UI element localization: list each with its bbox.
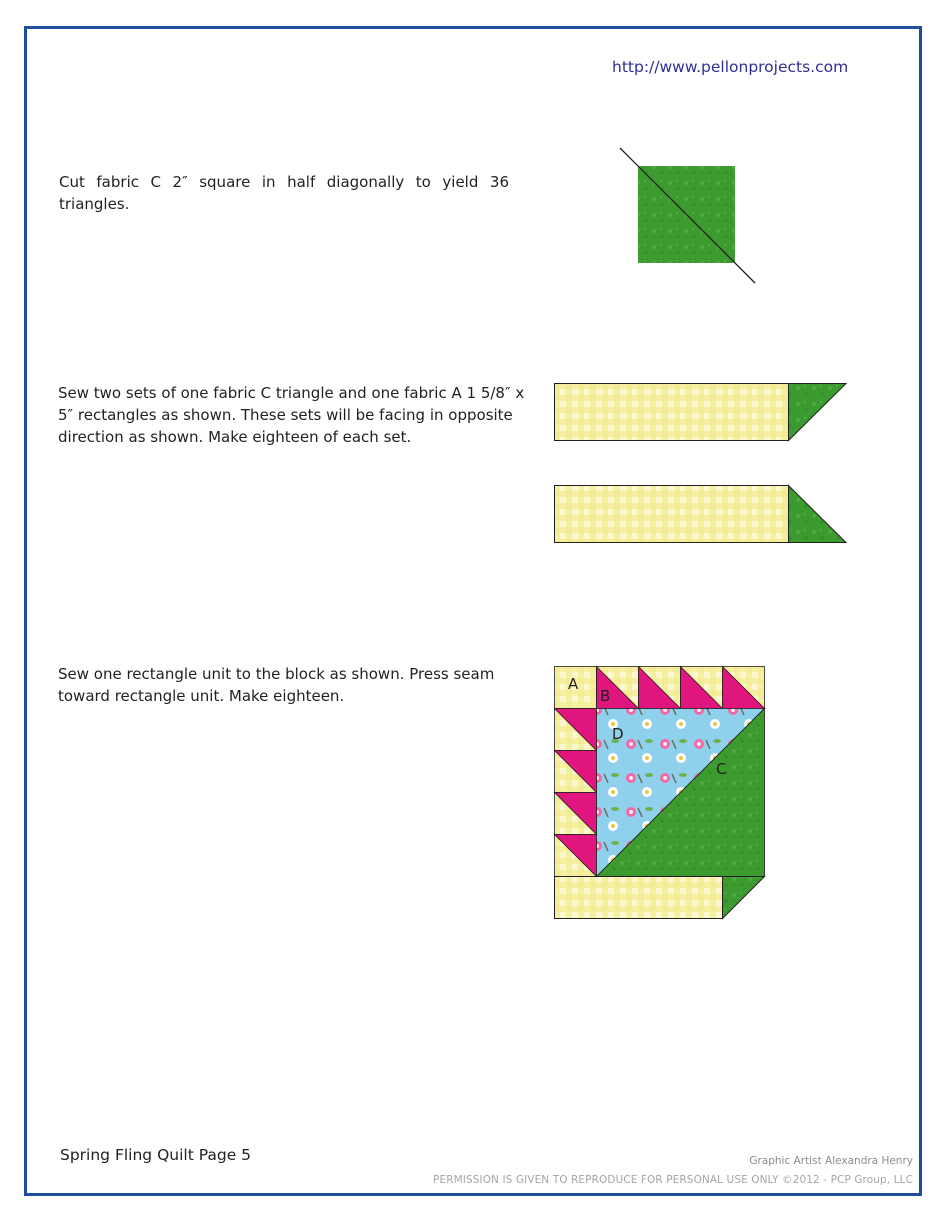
rectangle-set-2 bbox=[555, 486, 847, 543]
diagonal-cut-square-figure bbox=[618, 146, 758, 286]
label-c: C bbox=[716, 760, 727, 778]
page-footer-title: Spring Fling Quilt Page 5 bbox=[60, 1146, 252, 1164]
basket-block-figure bbox=[554, 666, 769, 921]
artist-credit: Graphic Artist Alexandra Henry bbox=[749, 1155, 913, 1167]
rectangle-sets-figure bbox=[554, 383, 849, 545]
website-url[interactable]: http://www.pellonprojects.com bbox=[612, 58, 849, 76]
permission-notice: PERMISSION IS GIVEN TO REPRODUCE FOR PERSONAL USE ONLY ©2012 - PCP Group, LLC bbox=[433, 1174, 913, 1186]
label-b: B bbox=[600, 687, 611, 705]
rectangle-set-1 bbox=[555, 384, 847, 441]
label-d: D bbox=[612, 725, 624, 743]
step-3-text: Sew one rectangle unit to the block as shown. Press seam toward rectangle unit. Make eighteen. bbox=[58, 665, 495, 705]
label-a: A bbox=[568, 675, 579, 693]
top-triangle-row bbox=[597, 667, 765, 709]
left-triangle-column bbox=[555, 709, 597, 877]
bottom-rectangle-unit bbox=[555, 877, 765, 919]
step-1-text: Cut fabric C 2″ square in half diagonally to yield 36 triangles. bbox=[59, 173, 509, 213]
step-2-text: Sew two sets of one fabric C triangle and one fabric A 1 5/8″ x 5″ rectangles as shown. These sets will be facing in opposite direction as shown. Make eighteen of each set. bbox=[58, 384, 525, 446]
